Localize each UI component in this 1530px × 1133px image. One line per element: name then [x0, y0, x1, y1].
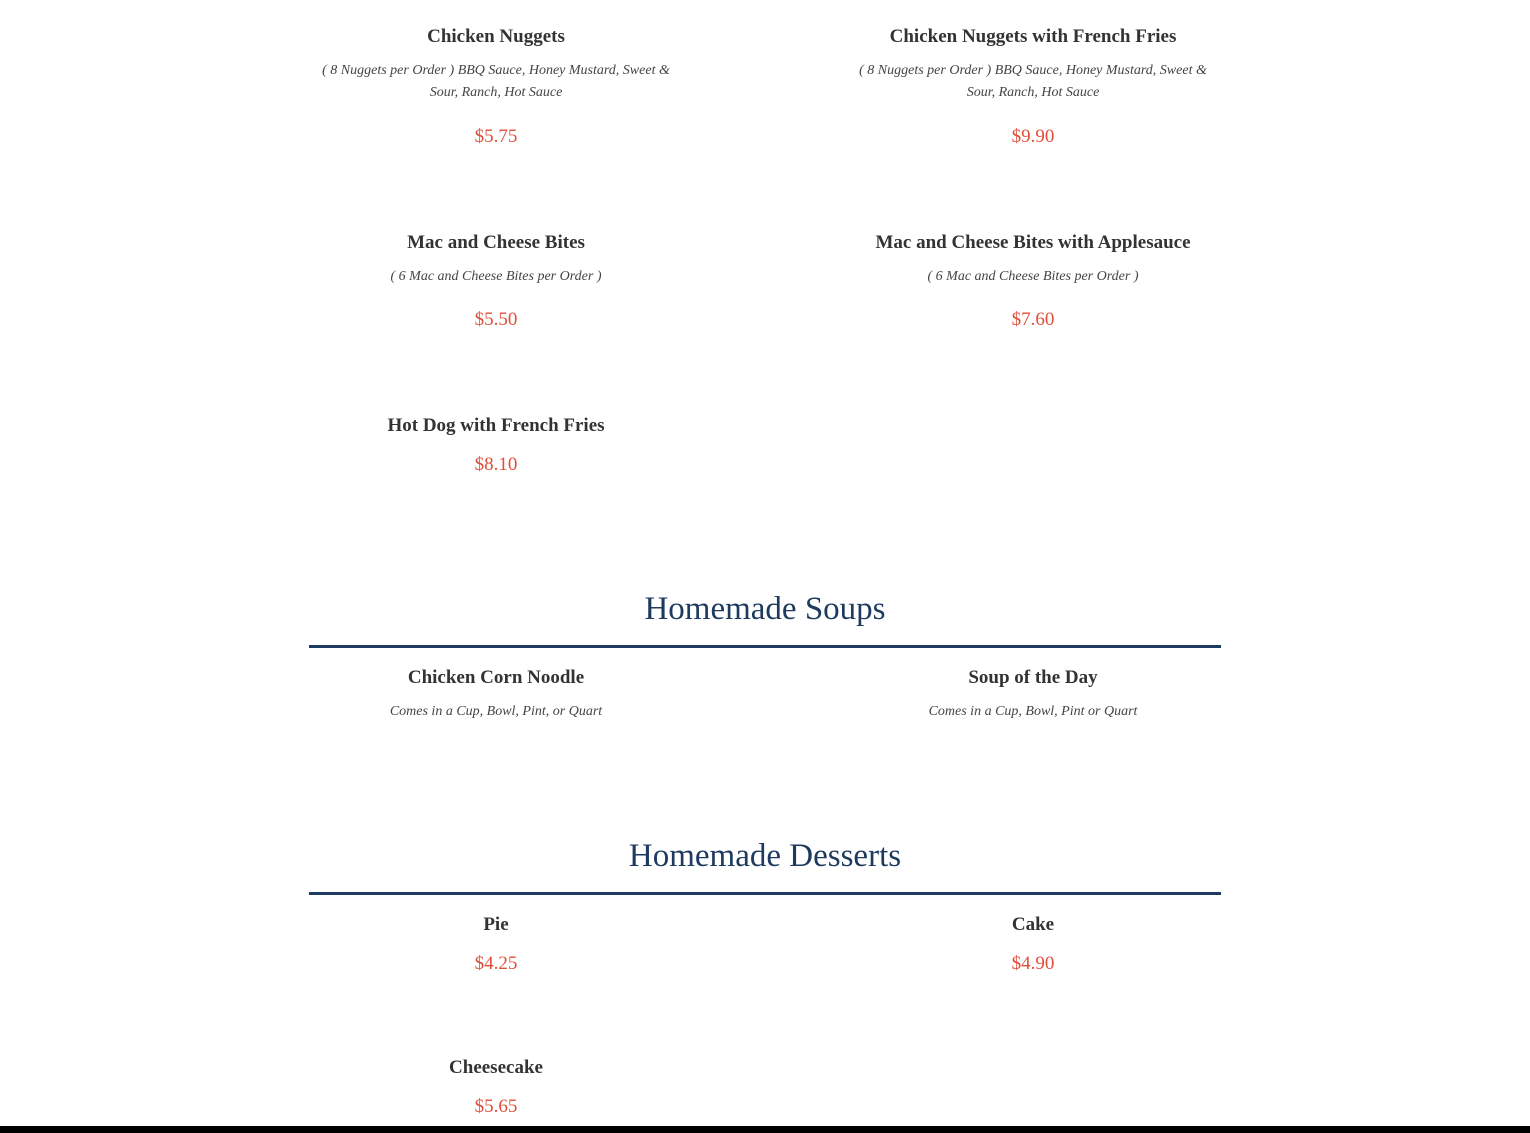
section-title-soups: Homemade Soups	[644, 591, 886, 627]
item-name: Soup of the Day	[968, 667, 1098, 688]
item-description: ( 8 Nuggets per Order ) BBQ Sauce, Honey Mustard, Sweet & Sour, Ranch, Hot Sauce	[322, 63, 670, 100]
section-divider	[309, 645, 1221, 648]
item-price: $5.50	[474, 309, 518, 330]
item-name: Cake	[1011, 914, 1055, 935]
section-title-desserts: Homemade Desserts	[628, 838, 902, 874]
item-name: Mac and Cheese Bites	[407, 232, 585, 253]
item-description: ( 6 Mac and Cheese Bites per Order )	[927, 269, 1139, 284]
item-price: $9.90	[1011, 126, 1055, 147]
item-description: ( 6 Mac and Cheese Bites per Order )	[390, 269, 602, 284]
menu-item-chicken-nuggets	[306, 25, 686, 149]
item-name: Mac and Cheese Bites with Applesauce	[875, 232, 1191, 253]
menu-item-hot-dog-fries	[306, 414, 686, 477]
item-price: $7.60	[1011, 309, 1055, 330]
menu-item-soup-of-the-day	[843, 666, 1223, 723]
item-description: ( 8 Nuggets per Order ) BBQ Sauce, Honey Mustard, Sweet & Sour, Ranch, Hot Sauce	[859, 63, 1207, 100]
menu-item-cake	[843, 913, 1223, 976]
menu-item-pie	[306, 913, 686, 976]
item-price: $5.75	[474, 126, 518, 147]
item-name: Chicken Corn Noodle	[407, 667, 585, 688]
item-price: $5.65	[474, 1096, 518, 1117]
menu-item-mac-cheese-bites-applesauce	[843, 231, 1223, 332]
menu-item-chicken-corn-noodle	[306, 666, 686, 723]
section-divider	[309, 892, 1221, 895]
item-price: $4.90	[1011, 953, 1055, 974]
menu-item-chicken-nuggets-fries	[843, 25, 1223, 149]
item-description: Comes in a Cup, Bowl, Pint or Quart	[928, 704, 1138, 719]
item-name: Hot Dog with French Fries	[387, 415, 605, 436]
item-name: Cheesecake	[449, 1057, 543, 1078]
item-description: Comes in a Cup, Bowl, Pint, or Quart	[389, 704, 603, 719]
item-price: $4.25	[474, 953, 518, 974]
menu-item-cheesecake	[306, 1056, 686, 1119]
item-name: Chicken Nuggets with French Fries	[889, 26, 1177, 47]
item-price: $8.10	[474, 454, 518, 475]
menu-item-mac-cheese-bites	[306, 231, 686, 332]
item-name: Pie	[483, 914, 509, 935]
item-name: Chicken Nuggets	[427, 26, 565, 47]
footer-bar	[0, 1126, 1530, 1133]
